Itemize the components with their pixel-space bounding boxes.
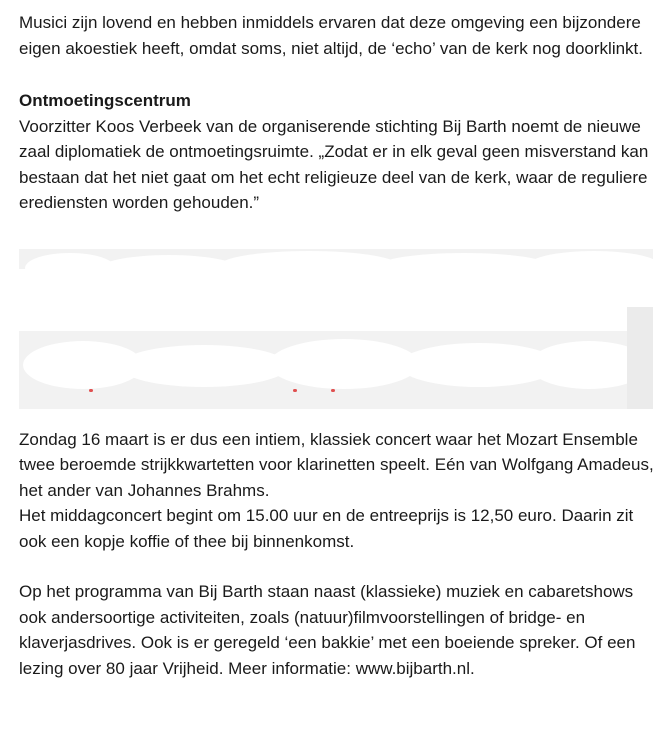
spacer xyxy=(19,554,659,579)
spacer xyxy=(19,216,659,249)
paragraph-concert: Zondag 16 maart is er dus een intiem, klassiek concert waar het Mozart Ensemble twee beroemde strijkkwartetten voor klarinetten speelt. Eén van Wolfgang Amadeus, het ander van Johannes Brahms. xyxy=(19,429,654,500)
article-image-placeholder xyxy=(19,249,653,409)
article-body xyxy=(19,10,659,681)
paragraph-price: Het middagconcert begint om 15.00 uur en de entreeprijs is 12,50 euro. Daarin zit ook een kopje koffie of thee bij binnenkomst. xyxy=(19,506,634,551)
image-dot xyxy=(293,389,297,392)
image-dot xyxy=(331,389,335,392)
paragraph-chairman-quote: Voorzitter Koos Verbeek van de organiserende stichting Bij Barth noemt de nieuwe zaal diplomatiek de ontmoetingsruimte. „Zodat er in elk geval geen misverstand kan bestaan dat het niet gaat om het echt religieuze deel van de kerk, waar de reguliere erediensten worden gehouden.” xyxy=(19,116,649,212)
image-blob xyxy=(99,255,239,283)
paragraph-programme: Op het programma van Bij Barth staan naast (klassieke) muziek en cabaretshows ook andersoortige activiteiten, zoals (natuur)filmvoorstellingen of bridge- en klaverjasdrives. Ook is er geregeld ‘een bakkie’ met een boeiende spreker. Of een lezing over 80 jaar Vrijheid. Meer informatie: www.bijbarth.nl. xyxy=(19,582,636,678)
paragraph-acoustics: Musici zijn lovend en hebben inmiddels ervaren dat deze omgeving een bijzondere eigen akoestiek heeft, omdat soms, niet altijd, de ‘echo’ van de kerk nog doorklinkt. xyxy=(19,13,644,58)
section-heading: Ontmoetingscentrum xyxy=(19,91,191,110)
image-blob xyxy=(219,251,399,281)
image-blob xyxy=(529,251,653,279)
image-blob xyxy=(269,339,419,389)
spacer xyxy=(19,61,659,88)
image-blob xyxy=(379,253,549,279)
image-blob xyxy=(119,345,289,387)
spacer xyxy=(19,409,659,427)
image-dot xyxy=(89,389,93,392)
image-edge xyxy=(627,307,653,409)
